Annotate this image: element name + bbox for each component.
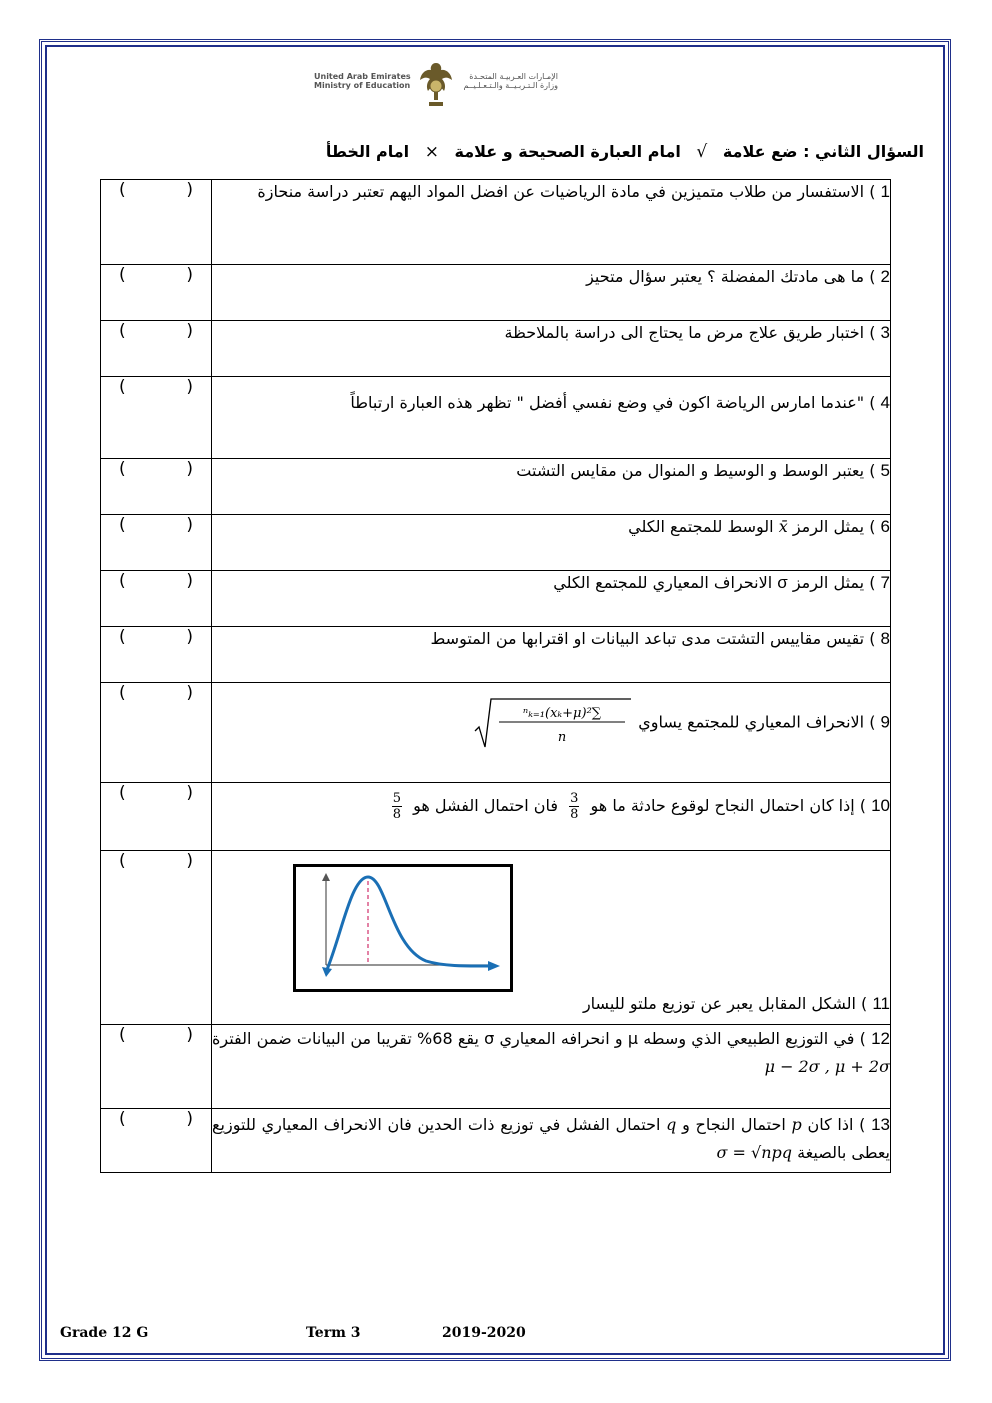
svg-text:∑ⁿₖ₌₁(xₖ+μ)²: ∑ⁿₖ₌₁(xₖ+μ)² [523,706,602,721]
question-text-11: 11 ) الشكل المقابل يعبر عن توزيع ملتو لليسار [212,851,891,1025]
answer-box-4[interactable]: ( ) [101,377,212,459]
answer-box-9[interactable]: ( ) [101,683,212,783]
answer-box-11[interactable]: ( ) [101,851,212,1025]
question-text-5: 5 ) يعتبر الوسط و الوسيط و المنوال من مقايس التشتت [212,459,891,515]
question-row-4 [101,377,891,459]
question-row-5 [101,459,891,515]
question-row-3 [101,321,891,377]
answer-box-7[interactable]: ( ) [101,571,212,627]
question-row-1 [101,180,891,265]
question-text-13: 13 ) اذا كان p احتمال النجاح و q احتمال الفشل في توزيع ذات الحدين فان الانحراف المعياري للتوزيع يعطى بالصيغة σ = √npq [212,1109,891,1173]
question-text-7: 7 ) يمثل الرمز σ الانحراف المعياري للمجتمع الكلي [212,571,891,627]
question-row-13 [101,1109,891,1173]
question-text-8: 8 ) تقيس مقاييس التشتت مدى تباعد البيانات او اقترابها من المتوسط [212,627,891,683]
question-text-9: 9 ) الانحراف المعياري للمجتمع يساوي ∑ⁿₖ₌₁(xₖ+μ)² n [212,683,891,783]
footer-year: 2019-2020 [442,1325,526,1341]
answer-box-10[interactable]: ( ) [101,783,212,851]
x-bar-symbol: x̄ [778,517,788,536]
distribution-curve-svg [296,867,510,989]
question-text-4: 4 ) "عندما امارس الرياضة اكون في وضع نفسي أفضل " تظهر هذه العبارة ارتباطاً [212,377,891,459]
curve-right-arrow-icon [488,961,500,971]
answer-box-8[interactable]: ( ) [101,627,212,683]
footer-term: Term 3 [306,1325,361,1341]
logo-en-line2: Ministry of Education [314,81,411,90]
question-instruction [326,142,924,162]
question-text-12: 12 ) في التوزيع الطبيعي الذي وسطه μ و انحرافه المعياري σ يقع 68% تقريبا من البيانات ضمن الفترة μ − 2σ , μ + 2σ [212,1025,891,1109]
question-row-9 [101,683,891,783]
instruction-part3: امام الخطأ [325,142,410,161]
instruction-part2: امام العبارة الصحيحة و علامة [454,142,681,161]
check-mark-icon: √ [696,142,708,162]
fraction-success: $\frac{3}{8}$ [570,791,579,822]
answer-box-1[interactable]: ( ) [101,180,212,265]
logo-en-line1: United Arab Emirates [314,72,411,81]
interval-formula: μ − 2σ , μ + 2σ [764,1057,890,1076]
question-text-3: 3 ) اختبار طريق علاج مرض ما يحتاج الى دراسة بالملاحظة [212,321,891,377]
curve-left-arrow-icon [322,967,332,977]
fraction-failure: $\frac{5}{8}$ [392,791,402,822]
answer-box-5[interactable]: ( ) [101,459,212,515]
question-text-6: 6 ) يمثل الرمز x̄ الوسط للمجتمع الكلي [212,515,891,571]
questions-table [100,179,891,1173]
question-row-8 [101,627,891,683]
question-row-7 [101,571,891,627]
answer-box-12[interactable]: ( ) [101,1025,212,1109]
svg-text:n: n [557,730,567,745]
logo-ar-line1: الإمـارات العـربيـة المتحـدة [469,72,558,81]
ministry-logo [306,60,566,110]
logo-ar-line2: وزارة الـتـربـيــة والـتـعـلـيــم [463,81,558,90]
answer-box-2[interactable]: ( ) [101,265,212,321]
question-row-12 [101,1025,891,1109]
sqrt-sign-icon [473,697,633,749]
footer-grade: Grade 12 G [60,1325,149,1341]
answer-box-13[interactable]: ( ) [101,1109,212,1173]
answer-box-6[interactable]: ( ) [101,515,212,571]
question-row-6 [101,515,891,571]
y-axis-arrow-icon [322,873,330,881]
eagle-emblem-icon [418,60,454,110]
binomial-std-formula: σ = √npq [716,1143,792,1162]
instruction-part1: السؤال الثاني : ضع علامة [722,142,924,161]
sigma-symbol: σ [777,573,788,592]
question-text-1: 1 ) الاستفسار من طلاب متميزين في مادة الرياضيات عن افضل المواد اليهم تعتبر دراسة منحازة [212,180,891,265]
cross-mark-icon: × [424,142,439,162]
question-text-2: 2 ) ما هى مادتك المفضلة ؟ يعتبر سؤال متحيز [212,265,891,321]
skewed-curve [326,877,492,972]
std-dev-formula [473,697,633,749]
skewed-distribution-graph [293,864,513,992]
question-row-10 [101,783,891,851]
question-row-2 [101,265,891,321]
question-text-10: 10 ) إذا كان احتمال النجاح لوقوع حادثة ما هو $\frac{3}{8}$ فان احتمال الفشل هو $\frac{5}{8}$ [212,783,891,851]
answer-box-3[interactable]: ( ) [101,321,212,377]
